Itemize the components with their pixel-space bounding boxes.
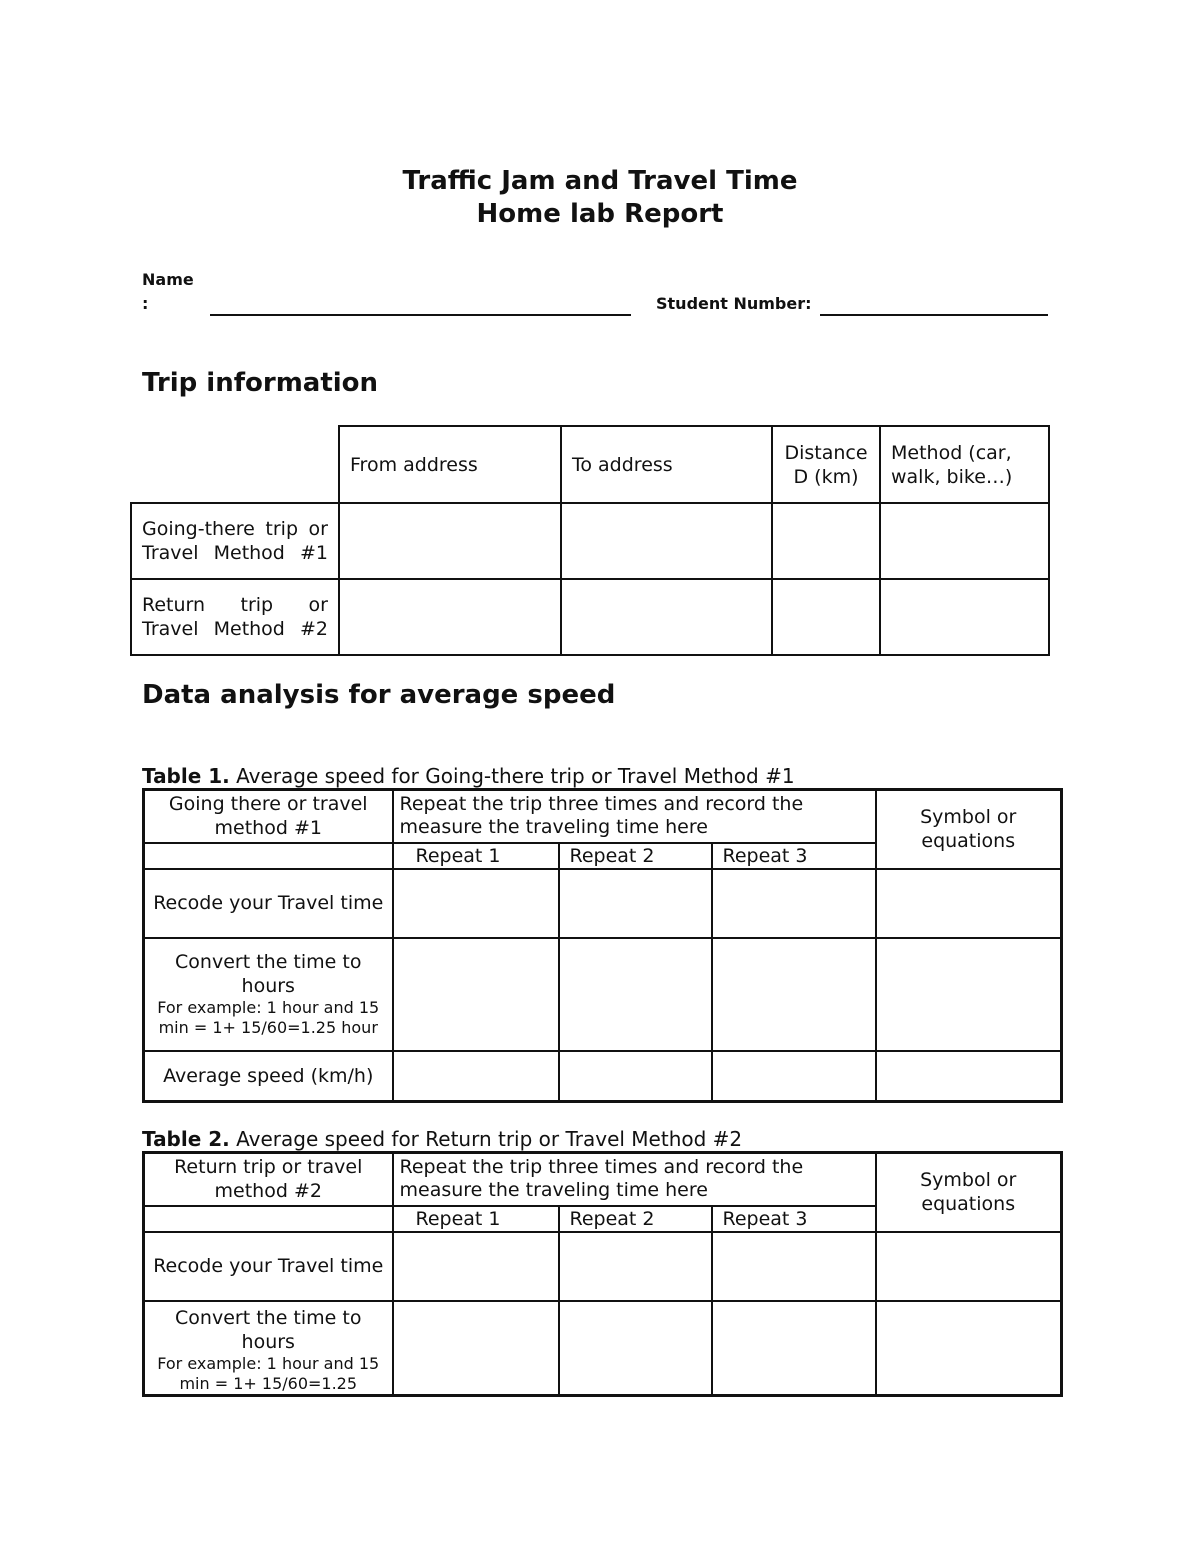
trip-info-table	[130, 425, 1050, 656]
going-from-cell[interactable]	[339, 503, 561, 579]
table1-convert-r1[interactable]	[393, 938, 559, 1051]
student-number-field[interactable]	[820, 314, 1048, 316]
table2-convert-symbol[interactable]	[876, 1301, 1062, 1396]
table1-average-symbol[interactable]	[876, 1051, 1062, 1102]
document-title: Traffic Jam and Travel Time	[402, 166, 798, 196]
going-method-cell[interactable]	[880, 503, 1049, 579]
table1-row-average: Average speed (km/h)	[144, 1051, 393, 1102]
table2-record-r1[interactable]	[393, 1232, 559, 1301]
table1-caption-label: Table 1.	[142, 764, 230, 788]
table1	[142, 788, 1063, 1103]
table2-repeat-header: Repeat the trip three times and record the measure the traveling time here	[393, 1153, 876, 1206]
document-subtitle: Home lab Report	[476, 199, 724, 229]
table1-convert-text: Convert the time to hours	[175, 951, 362, 997]
return-method-cell[interactable]	[880, 579, 1049, 655]
return-to-cell[interactable]	[561, 579, 772, 655]
table1-average-r1[interactable]	[393, 1051, 559, 1102]
table1-symbol-header: Symbol or equations	[876, 790, 1062, 869]
table2-record-r2[interactable]	[559, 1232, 712, 1301]
row-going-there-label: Going-there trip or Travel Method #1	[131, 503, 339, 579]
table2-convert-text: Convert the time to hours	[175, 1306, 362, 1353]
going-distance-cell[interactable]	[772, 503, 880, 579]
table1-convert-symbol[interactable]	[876, 938, 1062, 1051]
table2-record-r3[interactable]	[712, 1232, 876, 1301]
table1-corner: Going there or travel method #1	[144, 790, 393, 843]
col-to-address: To address	[561, 426, 772, 503]
table1-record-r1[interactable]	[393, 869, 559, 938]
table1-average-r3[interactable]	[712, 1051, 876, 1102]
table2-convert-r2[interactable]	[559, 1301, 712, 1396]
col-distance: Distance D (km)	[772, 426, 880, 503]
table1-record-r2[interactable]	[559, 869, 712, 938]
table2-convert-r3[interactable]	[712, 1301, 876, 1396]
table1-record-r3[interactable]	[712, 869, 876, 938]
analysis-heading: Data analysis for average speed	[142, 680, 616, 710]
table1-repeat-2: Repeat 2	[559, 843, 712, 869]
table1-convert-r3[interactable]	[712, 938, 876, 1051]
table2-caption-label: Table 2.	[142, 1127, 230, 1151]
return-distance-cell[interactable]	[772, 579, 880, 655]
return-from-cell[interactable]	[339, 579, 561, 655]
table2-caption	[142, 1127, 742, 1151]
name-label: Name	[142, 270, 194, 289]
table1-row-convert	[144, 938, 393, 1051]
table2-subheader-blank	[144, 1206, 393, 1232]
table1-caption-text: Average speed for Going-there trip or Travel Method #1	[236, 764, 795, 788]
table1-convert-example: For example: 1 hour and 15 min = 1+ 15/60=1.25 hour	[157, 998, 380, 1037]
table1-subheader-blank	[144, 843, 393, 869]
table1-caption	[142, 764, 795, 788]
table2-convert-example: For example: 1 hour and 15 min = 1+ 15/60=1.25	[157, 1353, 380, 1393]
table1-repeat-1: Repeat 1	[393, 843, 559, 869]
table2-caption-text: Average speed for Return trip or Travel Method #2	[236, 1127, 743, 1151]
table2-repeat-2: Repeat 2	[559, 1206, 712, 1232]
table2-corner: Return trip or travel method #2	[144, 1153, 393, 1206]
table2-repeat-1: Repeat 1	[393, 1206, 559, 1232]
trip-corner-cell	[131, 426, 339, 503]
table1-row-record: Recode your Travel time	[144, 869, 393, 938]
table1-repeat-3: Repeat 3	[712, 843, 876, 869]
col-from-address: From address	[339, 426, 561, 503]
row-return-label: Return trip or Travel Method #2	[131, 579, 339, 655]
name-field[interactable]	[210, 314, 631, 316]
table2-row-record: Recode your Travel time	[144, 1232, 393, 1301]
trip-info-heading: Trip information	[142, 368, 379, 398]
table1-record-symbol[interactable]	[876, 869, 1062, 938]
table2-convert-r1[interactable]	[393, 1301, 559, 1396]
table1-average-r2[interactable]	[559, 1051, 712, 1102]
table2-row-convert	[144, 1301, 393, 1396]
going-to-cell[interactable]	[561, 503, 772, 579]
table2-record-symbol[interactable]	[876, 1232, 1062, 1301]
name-colon: :	[142, 294, 149, 313]
table2-symbol-header: Symbol or equations	[876, 1153, 1062, 1232]
table1-convert-r2[interactable]	[559, 938, 712, 1051]
table1-repeat-header: Repeat the trip three times and record the measure the traveling time here	[393, 790, 876, 843]
table2-repeat-3: Repeat 3	[712, 1206, 876, 1232]
student-number-label: Student Number:	[656, 294, 812, 313]
col-method: Method (car, walk, bike…)	[880, 426, 1049, 503]
table2	[142, 1151, 1063, 1397]
